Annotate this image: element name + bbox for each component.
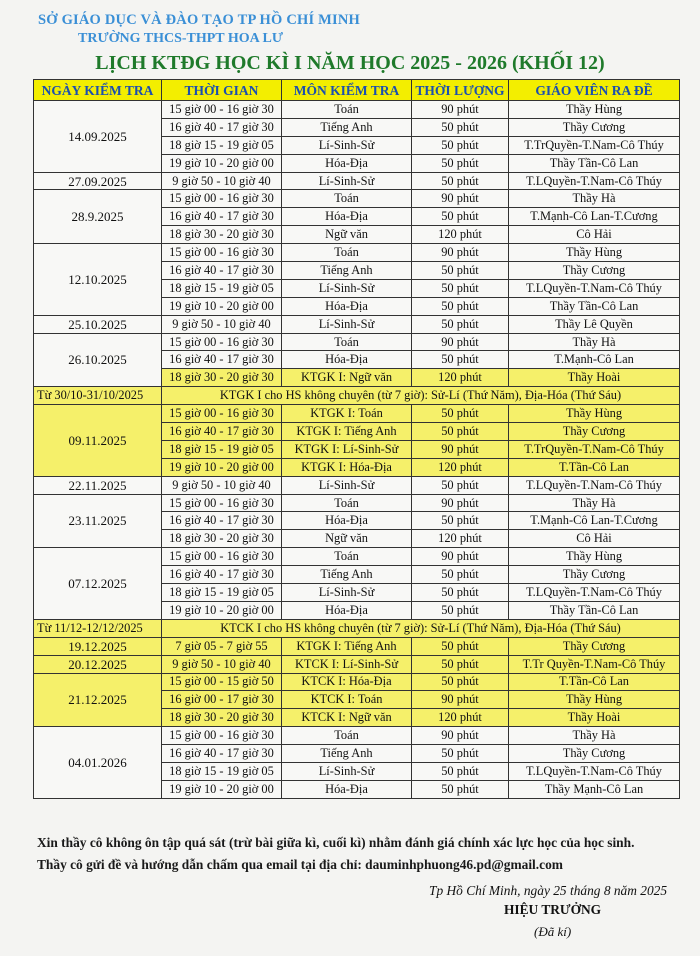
- exam-duration: 50 phút: [412, 118, 509, 136]
- note-date-range: Từ 30/10-31/10/2025: [34, 387, 162, 405]
- exam-date: 14.09.2025: [34, 101, 162, 173]
- exam-teacher: Thầy Hà: [509, 727, 680, 745]
- column-header-time: THỜI GIAN: [162, 80, 282, 101]
- schedule-table: [33, 79, 680, 799]
- exam-time: 16 giờ 40 - 17 giờ 30: [162, 262, 282, 280]
- column-header-teacher: GIÁO VIÊN RA ĐỀ: [509, 80, 680, 101]
- exam-time: 16 giờ 40 - 17 giờ 30: [162, 566, 282, 584]
- exam-duration: 50 phút: [412, 208, 509, 226]
- exam-subject: KTGK I: Ngữ văn: [282, 369, 412, 387]
- exam-time: 16 giờ 40 - 17 giờ 30: [162, 512, 282, 530]
- exam-time: 18 giờ 30 - 20 giờ 30: [162, 226, 282, 244]
- exam-subject: Ngữ văn: [282, 226, 412, 244]
- exam-teacher: Thầy Lê Quyền: [509, 315, 680, 333]
- exam-teacher: Thầy Hùng: [509, 548, 680, 566]
- table-row: [34, 333, 680, 351]
- signer-title: HIỆU TRƯỞNG: [504, 902, 602, 917]
- exam-duration: 50 phút: [412, 637, 509, 655]
- exam-teacher: Thầy Hoài: [509, 369, 680, 387]
- exam-duration: 90 phút: [412, 548, 509, 566]
- exam-time: 9 giờ 50 - 10 giờ 40: [162, 476, 282, 494]
- table-row: [34, 172, 680, 190]
- exam-time: 9 giờ 50 - 10 giờ 40: [162, 655, 282, 673]
- exam-teacher: T.Mạnh-Cô Lan: [509, 351, 680, 369]
- exam-duration: 50 phút: [412, 762, 509, 780]
- exam-teacher: Thầy Hoài: [509, 709, 680, 727]
- exam-time: 9 giờ 50 - 10 giờ 40: [162, 315, 282, 333]
- exam-duration: 90 phút: [412, 101, 509, 119]
- exam-duration: 50 phút: [412, 780, 509, 798]
- exam-subject: Lí-Sinh-Sử: [282, 315, 412, 333]
- exam-time: 16 giờ 00 - 17 giờ 30: [162, 691, 282, 709]
- exam-subject: Hóa-Địa: [282, 297, 412, 315]
- table-row: [34, 405, 680, 423]
- exam-time: 19 giờ 10 - 20 giờ 00: [162, 780, 282, 798]
- table-header-row: [34, 80, 680, 101]
- exam-time: 18 giờ 30 - 20 giờ 30: [162, 369, 282, 387]
- table-row: [34, 101, 680, 119]
- exam-duration: 50 phút: [412, 172, 509, 190]
- exam-duration: 90 phút: [412, 691, 509, 709]
- exam-teacher: T.LQuyền-T.Nam-Cô Thúy: [509, 172, 680, 190]
- exam-teacher: Thầy Hà: [509, 190, 680, 208]
- exam-subject: KTGK I: Tiếng Anh: [282, 637, 412, 655]
- exam-date: 22.11.2025: [34, 476, 162, 494]
- exam-time: 19 giờ 10 - 20 giờ 00: [162, 297, 282, 315]
- exam-teacher: Thầy Cương: [509, 566, 680, 584]
- exam-teacher: T.TrQuyền-T.Nam-Cô Thúy: [509, 136, 680, 154]
- exam-time: 16 giờ 40 - 17 giờ 30: [162, 118, 282, 136]
- table-row: [34, 727, 680, 745]
- exam-duration: 50 phút: [412, 315, 509, 333]
- exam-time: 15 giờ 00 - 16 giờ 30: [162, 405, 282, 423]
- exam-duration: 50 phút: [412, 351, 509, 369]
- exam-teacher: Thầy Hà: [509, 494, 680, 512]
- exam-duration: 50 phút: [412, 745, 509, 763]
- exam-duration: 50 phút: [412, 297, 509, 315]
- exam-teacher: T.Mạnh-Cô Lan-T.Cương: [509, 512, 680, 530]
- table-row: [34, 190, 680, 208]
- exam-subject: Tiếng Anh: [282, 566, 412, 584]
- exam-date: 09.11.2025: [34, 405, 162, 477]
- exam-date: 25.10.2025: [34, 315, 162, 333]
- table-row: [34, 637, 680, 655]
- exam-duration: 120 phút: [412, 369, 509, 387]
- exam-subject: KTGK I: Lí-Sinh-Sử: [282, 440, 412, 458]
- exam-subject: Toán: [282, 548, 412, 566]
- exam-teacher: Cô Hải: [509, 530, 680, 548]
- exam-time: 15 giờ 00 - 16 giờ 30: [162, 494, 282, 512]
- exam-date: 28.9.2025: [34, 190, 162, 244]
- footer-note-review: Xin thầy cô không ôn tập quá sát (trừ bài giữa kì, cuối kì) nhằm đánh giá chính xác lực học của học sinh.: [37, 835, 635, 850]
- exam-duration: 50 phút: [412, 512, 509, 530]
- exam-subject: Toán: [282, 244, 412, 262]
- exam-subject: KTCK I: Hóa-Địa: [282, 673, 412, 691]
- column-header-duration: THỜI LƯỢNG: [412, 80, 509, 101]
- exam-date: 27.09.2025: [34, 172, 162, 190]
- table-row-note: [34, 387, 680, 405]
- exam-teacher: T.LQuyền-T.Nam-Cô Thúy: [509, 762, 680, 780]
- exam-teacher: T.Tần-Cô Lan: [509, 458, 680, 476]
- exam-time: 18 giờ 15 - 19 giờ 05: [162, 136, 282, 154]
- exam-time: 16 giờ 40 - 17 giờ 30: [162, 423, 282, 441]
- exam-duration: 50 phút: [412, 601, 509, 619]
- exam-duration: 50 phút: [412, 279, 509, 297]
- exam-subject: Toán: [282, 727, 412, 745]
- exam-duration: 50 phút: [412, 154, 509, 172]
- exam-time: 15 giờ 00 - 16 giờ 30: [162, 101, 282, 119]
- exam-teacher: T.TrQuyền-T.Nam-Cô Thúy: [509, 440, 680, 458]
- exam-subject: KTCK I: Lí-Sinh-Sử: [282, 655, 412, 673]
- exam-time: 19 giờ 10 - 20 giờ 00: [162, 458, 282, 476]
- table-row: [34, 315, 680, 333]
- exam-subject: Lí-Sinh-Sử: [282, 762, 412, 780]
- exam-duration: 120 phút: [412, 530, 509, 548]
- exam-time: 19 giờ 10 - 20 giờ 00: [162, 601, 282, 619]
- exam-duration: 50 phút: [412, 476, 509, 494]
- exam-teacher: Thầy Hùng: [509, 691, 680, 709]
- exam-subject: Hóa-Địa: [282, 154, 412, 172]
- exam-date: 26.10.2025: [34, 333, 162, 387]
- exam-teacher: Cô Hải: [509, 226, 680, 244]
- exam-date: 21.12.2025: [34, 673, 162, 727]
- exam-duration: 50 phút: [412, 655, 509, 673]
- exam-subject: Ngữ văn: [282, 530, 412, 548]
- exam-subject: Toán: [282, 333, 412, 351]
- exam-subject: Lí-Sinh-Sử: [282, 136, 412, 154]
- exam-teacher: Thầy Cương: [509, 637, 680, 655]
- exam-subject: KTCK I: Toán: [282, 691, 412, 709]
- exam-subject: Tiếng Anh: [282, 262, 412, 280]
- exam-subject: Tiếng Anh: [282, 745, 412, 763]
- exam-teacher: Thầy Mạnh-Cô Lan: [509, 780, 680, 798]
- exam-time: 7 giờ 05 - 7 giờ 55: [162, 637, 282, 655]
- exam-time: 9 giờ 50 - 10 giờ 40: [162, 172, 282, 190]
- exam-date: 19.12.2025: [34, 637, 162, 655]
- exam-date: 12.10.2025: [34, 244, 162, 316]
- exam-time: 15 giờ 00 - 16 giờ 30: [162, 333, 282, 351]
- exam-teacher: Thầy Hùng: [509, 244, 680, 262]
- column-header-subject: MÔN KIỂM TRA: [282, 80, 412, 101]
- exam-subject: KTGK I: Toán: [282, 405, 412, 423]
- exam-time: 19 giờ 10 - 20 giờ 00: [162, 154, 282, 172]
- exam-teacher: T.LQuyền-T.Nam-Cô Thúy: [509, 279, 680, 297]
- exam-teacher: Thầy Cương: [509, 745, 680, 763]
- exam-subject: Lí-Sinh-Sử: [282, 172, 412, 190]
- place-and-date: Tp Hồ Chí Minh, ngày 25 tháng 8 năm 2025: [429, 883, 668, 898]
- exam-duration: 50 phút: [412, 405, 509, 423]
- exam-teacher: T.Tần-Cô Lan: [509, 673, 680, 691]
- exam-time: 15 giờ 00 - 16 giờ 30: [162, 548, 282, 566]
- table-row: [34, 494, 680, 512]
- exam-teacher: Thầy Hà: [509, 333, 680, 351]
- exam-subject: Lí-Sinh-Sử: [282, 584, 412, 602]
- schedule-body: [34, 101, 680, 799]
- exam-time: 15 giờ 00 - 16 giờ 30: [162, 244, 282, 262]
- table-row: [34, 244, 680, 262]
- exam-duration: 120 phút: [412, 458, 509, 476]
- exam-subject: Hóa-Địa: [282, 512, 412, 530]
- exam-date: 23.11.2025: [34, 494, 162, 548]
- exam-time: 18 giờ 15 - 19 giờ 05: [162, 440, 282, 458]
- exam-subject: Lí-Sinh-Sử: [282, 279, 412, 297]
- table-row: [34, 673, 680, 691]
- exam-teacher: Thầy Cương: [509, 118, 680, 136]
- exam-teacher: Thầy Hùng: [509, 405, 680, 423]
- exam-time: 18 giờ 30 - 20 giờ 30: [162, 530, 282, 548]
- exam-time: 15 giờ 00 - 16 giờ 30: [162, 727, 282, 745]
- exam-teacher: T.LQuyền-T.Nam-Cô Thúy: [509, 584, 680, 602]
- table-row: [34, 655, 680, 673]
- exam-time: 16 giờ 40 - 17 giờ 30: [162, 351, 282, 369]
- exam-date: 20.12.2025: [34, 655, 162, 673]
- exam-duration: 50 phút: [412, 423, 509, 441]
- exam-subject: KTCK I: Ngữ văn: [282, 709, 412, 727]
- table-row: [34, 548, 680, 566]
- exam-duration: 90 phút: [412, 190, 509, 208]
- exam-duration: 50 phút: [412, 673, 509, 691]
- exam-teacher: T.Tr Quyền-T.Nam-Cô Thúy: [509, 655, 680, 673]
- exam-subject: Hóa-Địa: [282, 601, 412, 619]
- exam-date: 04.01.2026: [34, 727, 162, 799]
- exam-duration: 50 phút: [412, 262, 509, 280]
- exam-time: 18 giờ 15 - 19 giờ 05: [162, 279, 282, 297]
- exam-subject: KTGK I: Tiếng Anh: [282, 423, 412, 441]
- signed-note: (Đã kí): [534, 924, 572, 939]
- column-header-date: NGÀY KIỂM TRA: [34, 80, 162, 101]
- exam-subject: Hóa-Địa: [282, 351, 412, 369]
- exam-date: 07.12.2025: [34, 548, 162, 620]
- exam-time: 18 giờ 15 - 19 giờ 05: [162, 762, 282, 780]
- footer-note-email: Thầy cô gửi đề và hướng dẫn chấm qua email tại địa chỉ: dauminhphuong46.pd@gmail.com: [37, 857, 563, 872]
- note-text: KTGK I cho HS không chuyên (từ 7 giờ): Sử-Lí (Thứ Năm), Địa-Hóa (Thứ Sáu): [162, 387, 680, 405]
- exam-teacher: Thầy Cương: [509, 262, 680, 280]
- exam-duration: 50 phút: [412, 136, 509, 154]
- school-name: TRƯỜNG THCS-THPT HOA LƯ: [78, 31, 283, 46]
- exam-duration: 120 phút: [412, 226, 509, 244]
- exam-subject: Toán: [282, 101, 412, 119]
- table-row: [34, 476, 680, 494]
- exam-subject: Hóa-Địa: [282, 780, 412, 798]
- exam-duration: 50 phút: [412, 584, 509, 602]
- exam-subject: Tiếng Anh: [282, 118, 412, 136]
- note-date-range: Từ 11/12-12/12/2025: [34, 619, 162, 637]
- note-text: KTCK I cho HS không chuyên (từ 7 giờ): Sử-Lí (Thứ Năm), Địa-Hóa (Thứ Sáu): [162, 619, 680, 637]
- exam-time: 18 giờ 15 - 19 giờ 05: [162, 584, 282, 602]
- exam-teacher: Thầy Tần-Cô Lan: [509, 601, 680, 619]
- exam-teacher: T.Mạnh-Cô Lan-T.Cương: [509, 208, 680, 226]
- exam-time: 15 giờ 00 - 16 giờ 30: [162, 190, 282, 208]
- exam-time: 15 giờ 00 - 15 giờ 50: [162, 673, 282, 691]
- document-title: LỊCH KTĐG HỌC KÌ I NĂM HỌC 2025 - 2026 (KHỐI 12): [95, 52, 605, 74]
- exam-time: 18 giờ 30 - 20 giờ 30: [162, 709, 282, 727]
- exam-duration: 90 phút: [412, 727, 509, 745]
- exam-duration: 90 phút: [412, 244, 509, 262]
- exam-time: 16 giờ 40 - 17 giờ 30: [162, 208, 282, 226]
- exam-subject: Lí-Sinh-Sử: [282, 476, 412, 494]
- exam-teacher: Thầy Tần-Cô Lan: [509, 154, 680, 172]
- exam-subject: Toán: [282, 190, 412, 208]
- exam-duration: 50 phút: [412, 566, 509, 584]
- department-name: SỞ GIÁO DỤC VÀ ĐÀO TẠO TP HỒ CHÍ MINH: [38, 12, 361, 28]
- exam-duration: 120 phút: [412, 709, 509, 727]
- exam-duration: 90 phút: [412, 494, 509, 512]
- exam-duration: 90 phút: [412, 333, 509, 351]
- exam-teacher: T.LQuyền-T.Nam-Cô Thúy: [509, 476, 680, 494]
- exam-duration: 90 phút: [412, 440, 509, 458]
- exam-subject: KTGK I: Hóa-Địa: [282, 458, 412, 476]
- exam-subject: Toán: [282, 494, 412, 512]
- table-row-note: [34, 619, 680, 637]
- exam-teacher: Thầy Tần-Cô Lan: [509, 297, 680, 315]
- exam-teacher: Thầy Hùng: [509, 101, 680, 119]
- exam-subject: Hóa-Địa: [282, 208, 412, 226]
- exam-time: 16 giờ 40 - 17 giờ 30: [162, 745, 282, 763]
- exam-teacher: Thầy Cương: [509, 423, 680, 441]
